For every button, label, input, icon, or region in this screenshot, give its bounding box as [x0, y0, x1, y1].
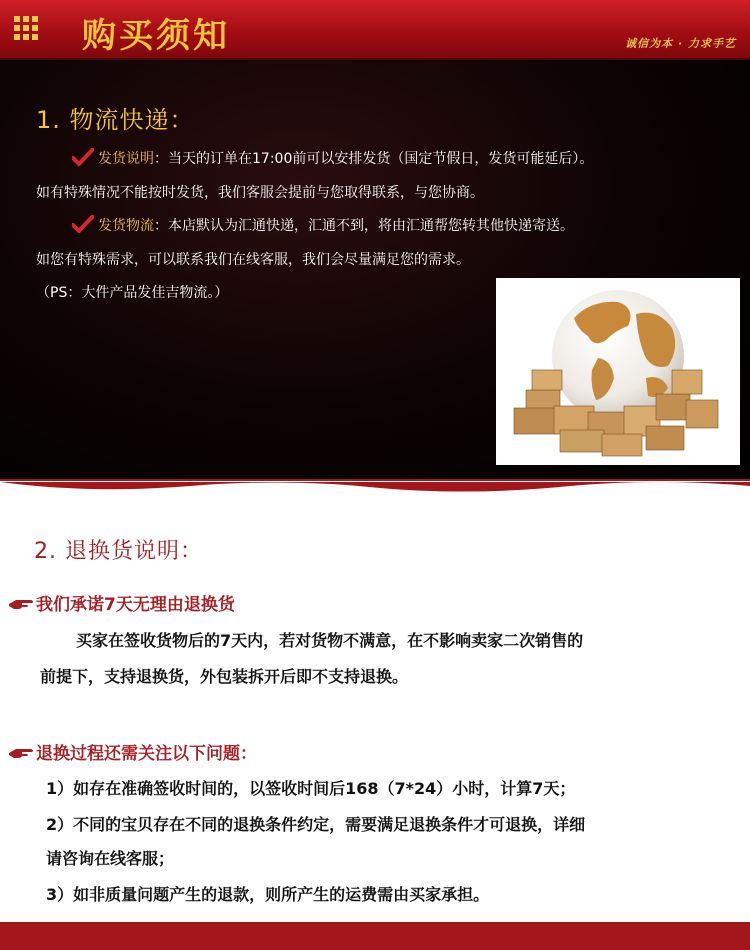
slogan: 诚信为本 · 力求手艺	[625, 37, 736, 50]
note-2-continued: 请咨询在线客服；	[46, 849, 175, 868]
note-3: 3）如非质量问题产生的退款，则所产生的运费需由买家承担。	[46, 885, 490, 904]
notes-heading-text: 退换过程还需关注以下问题：	[36, 744, 257, 764]
shipping-text: ：当天的订单在17:00前可以安排发货（国定节假日，发货可能延后）。	[154, 151, 594, 167]
logistics-info-line	[72, 215, 574, 235]
logistics-text-2: 如您有特殊需求，可以联系我们在线客服，我们会尽量满足您的需求。	[36, 252, 470, 268]
checkmark-icon	[72, 217, 92, 231]
footer-bar	[0, 922, 750, 950]
wave-divider	[0, 478, 750, 496]
note-1: 1）如存在准确签收时间的，以签收时间后168（7*24）小时，计算7天；	[46, 779, 576, 798]
checkmark-icon	[72, 150, 92, 164]
globe-boxes-image	[496, 278, 740, 465]
pointing-hand-icon	[8, 596, 34, 610]
note-2: 2）不同的宝贝存在不同的退换条件约定，需要满足退换条件才可退换，详细	[46, 815, 586, 834]
promise-line-1: 买家在签收货物后的7天内，若对货物不满意，在不影响卖家二次销售的	[76, 631, 584, 650]
shipping-text-2: 如有特殊情况不能按时发货，我们客服会提前与您取得联系，与您协商。	[36, 185, 484, 201]
pointing-hand-icon	[8, 745, 34, 759]
logistics-text: ：本店默认为汇通快递，汇通不到，将由汇通帮您转其他快递寄送。	[154, 218, 574, 234]
section-title-returns: 2. 退换货说明：	[34, 539, 203, 564]
promise-line-2: 前提下，支持退换货，外包装拆开后即不支持退换。	[40, 667, 409, 686]
section-title-logistics: 1. 物流快递：	[36, 106, 195, 134]
ps-note: （PS：大件产品发佳吉物流。）	[36, 285, 229, 301]
promise-heading	[8, 590, 235, 615]
notes-heading	[8, 739, 257, 764]
promise-heading-text: 我们承诺7天无理由退换货	[36, 595, 235, 615]
logistics-label: 发货物流	[98, 218, 154, 234]
logistics-section	[0, 60, 750, 480]
shipping-label: 发货说明	[98, 151, 154, 167]
header-banner	[0, 0, 750, 60]
shipping-info-line	[72, 148, 593, 168]
page-title: 购买须知	[82, 16, 230, 56]
grid-dots-icon	[14, 16, 38, 40]
